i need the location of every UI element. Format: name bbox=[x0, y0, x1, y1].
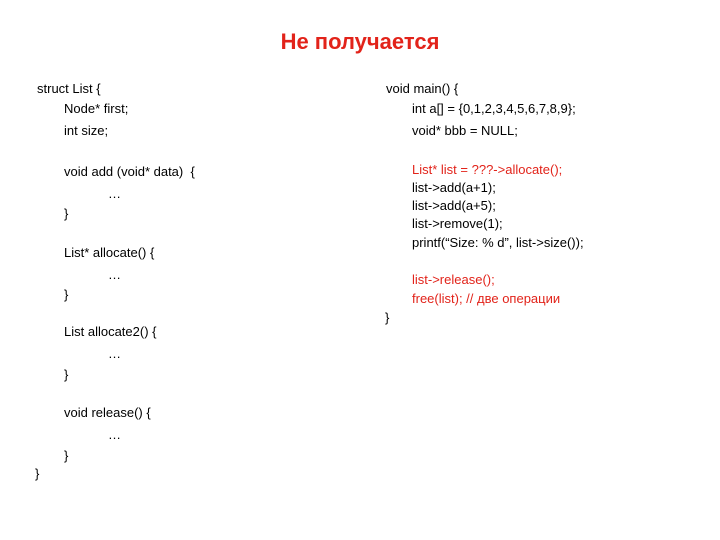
code-struct-close: } bbox=[35, 466, 40, 481]
code-struct-open: struct List { bbox=[37, 81, 101, 96]
slide-title: Не получается bbox=[280, 29, 440, 54]
code-field-first: Node* first; bbox=[64, 101, 129, 116]
code-release-body: … bbox=[108, 427, 121, 442]
code-add-body: … bbox=[108, 186, 121, 201]
code-printf: printf(“Size: % d”, list->size()); bbox=[412, 235, 584, 250]
code-field-size: int size; bbox=[64, 123, 109, 138]
code-add-signature: void add (void* data) { bbox=[64, 164, 195, 179]
code-bbb-decl: void* bbb = NULL; bbox=[412, 123, 518, 138]
code-main-signature: void main() { bbox=[386, 81, 459, 96]
code-allocate-close: } bbox=[64, 287, 69, 302]
code-remove-1: list->remove(1); bbox=[412, 216, 503, 231]
code-free-call: free(list); // две операции bbox=[412, 291, 561, 306]
code-add-1: list->add(a+1); bbox=[412, 180, 496, 195]
code-allocate2-signature: List allocate2() { bbox=[64, 324, 157, 339]
code-allocate2-close: } bbox=[64, 367, 69, 382]
code-allocate-signature: List* allocate() { bbox=[64, 245, 155, 260]
code-allocate-body: … bbox=[108, 267, 121, 282]
code-release-call: list->release(); bbox=[412, 272, 495, 287]
code-main-close: } bbox=[385, 310, 390, 325]
code-add-5: list->add(a+5); bbox=[412, 198, 496, 213]
code-release-signature: void release() { bbox=[64, 405, 151, 420]
code-release-close: } bbox=[64, 448, 69, 463]
code-allocate2-body: … bbox=[108, 346, 121, 361]
code-add-close: } bbox=[64, 206, 69, 221]
code-array-decl: int a[] = {0,1,2,3,4,5,6,7,8,9}; bbox=[412, 101, 576, 116]
code-list-decl: List* list = ???->allocate(); bbox=[412, 162, 563, 177]
